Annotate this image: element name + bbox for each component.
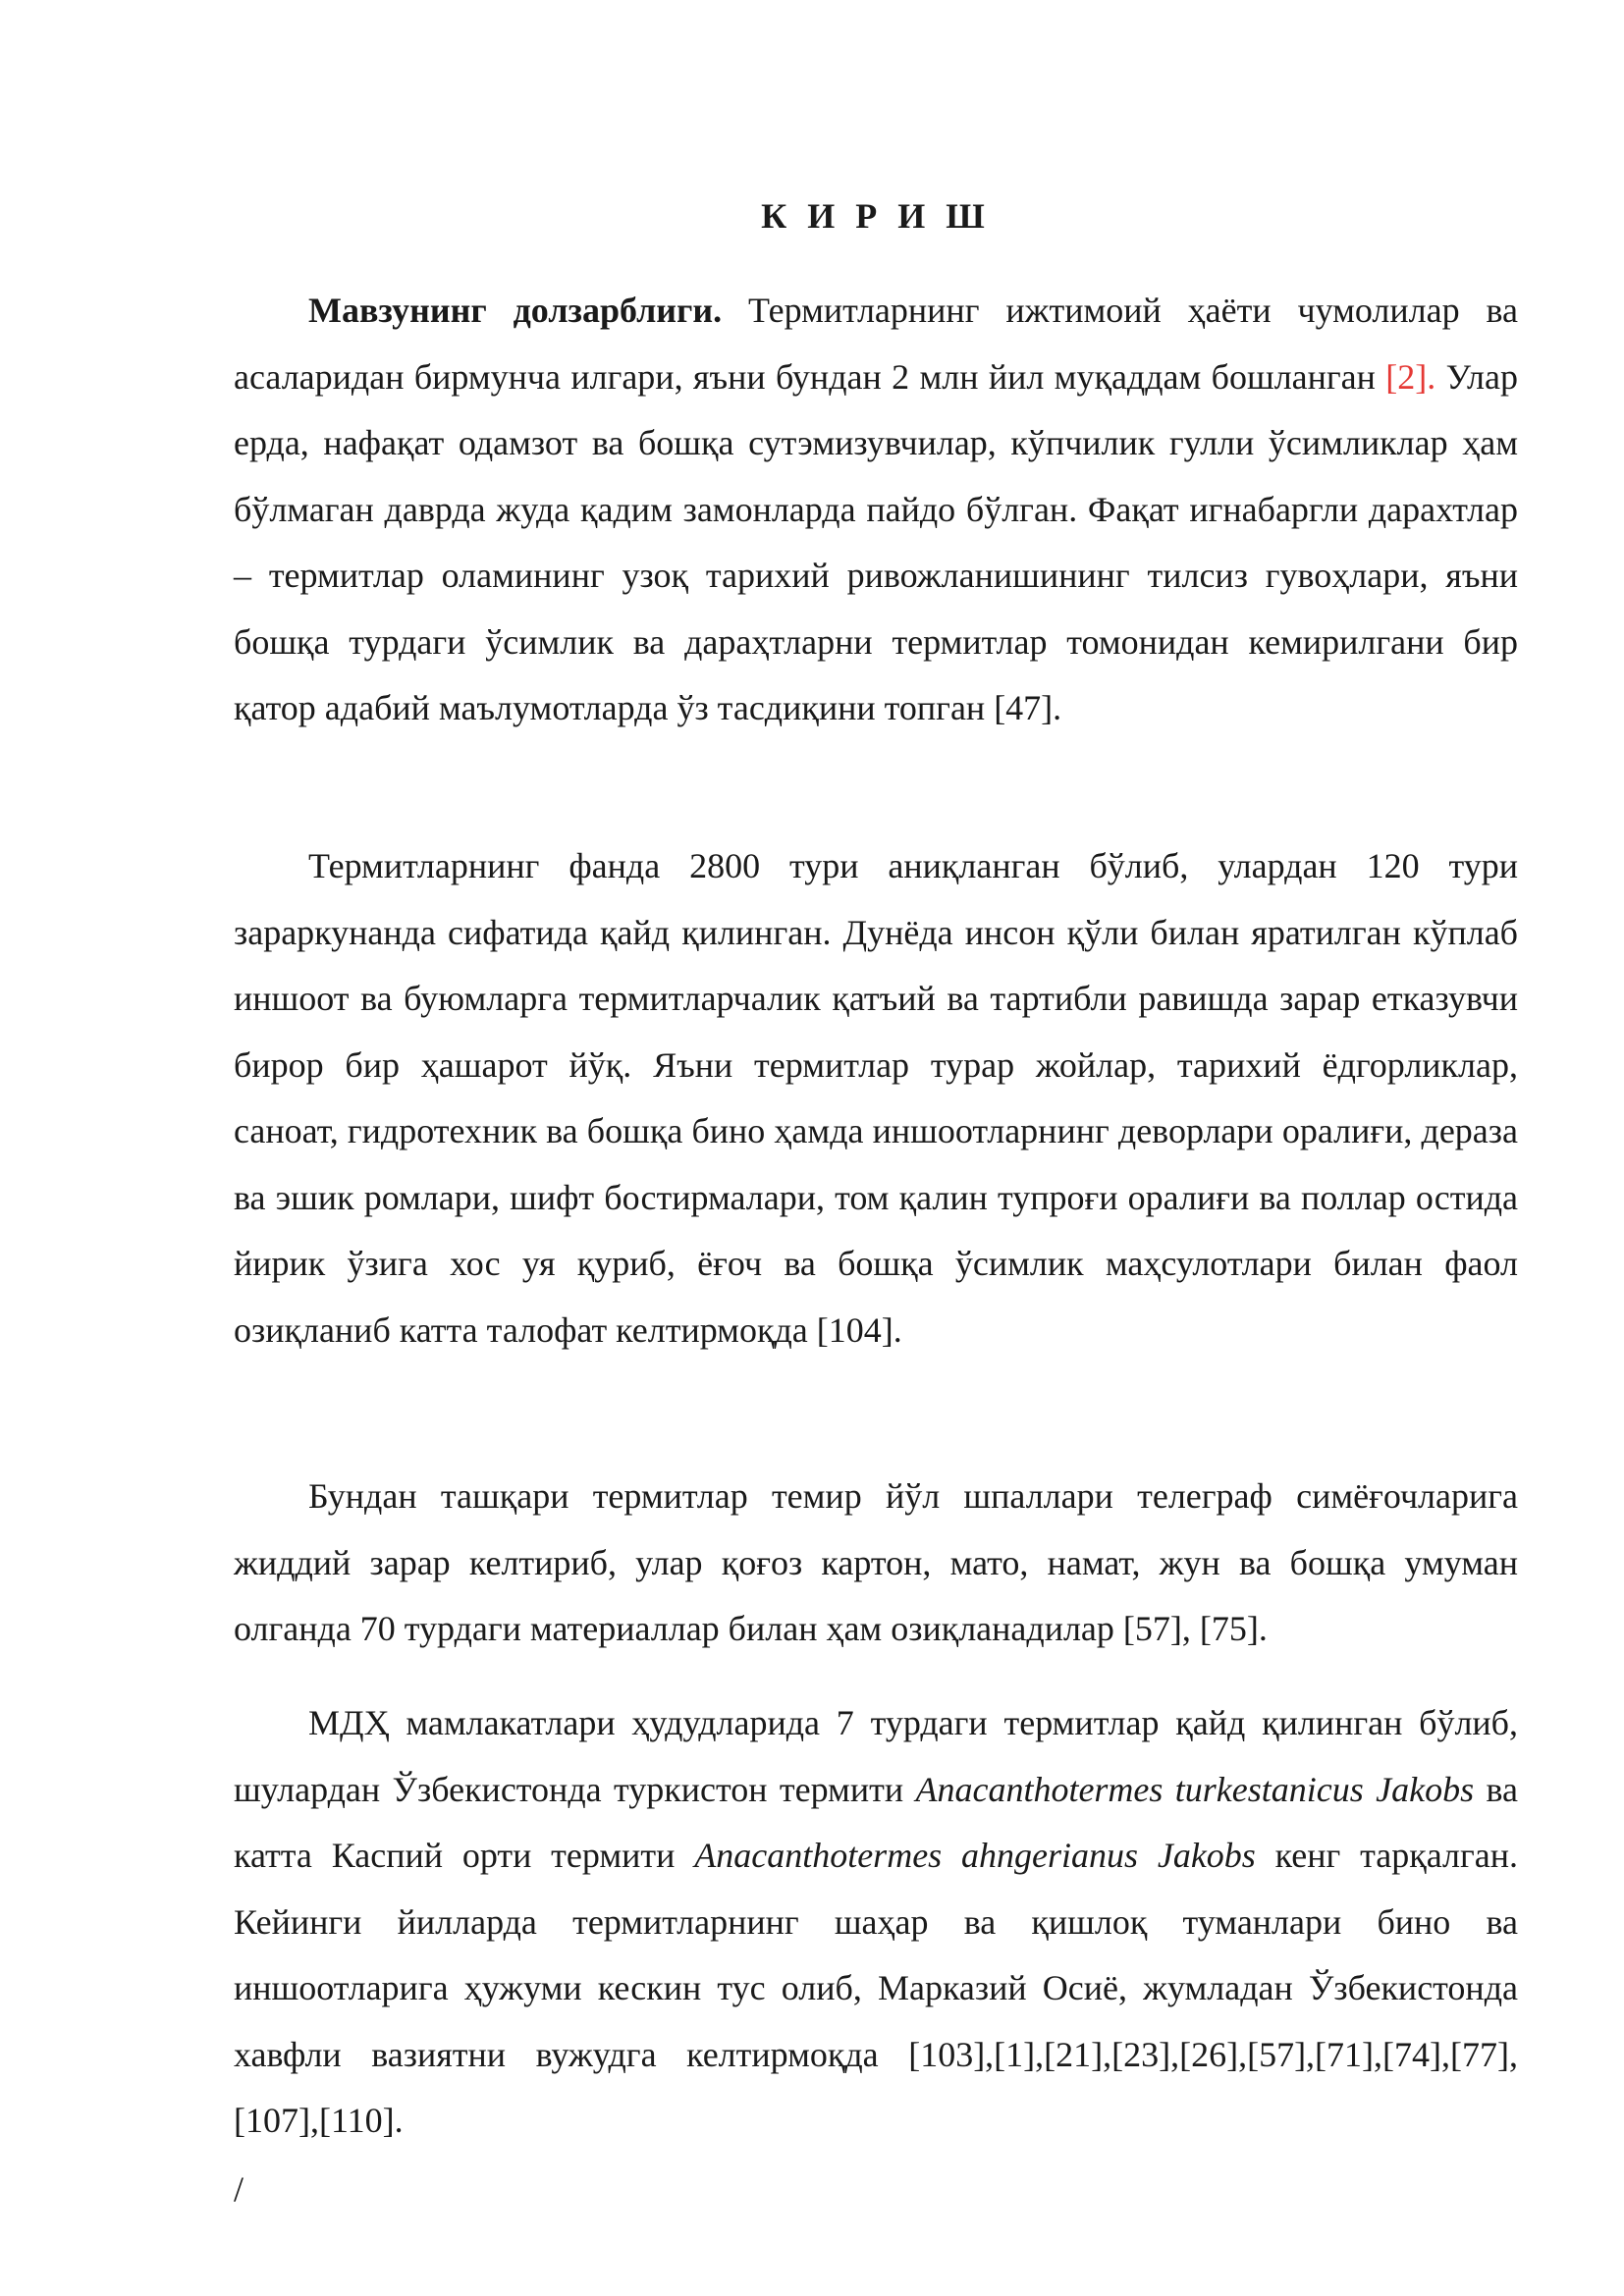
section-heading: К И Р И Ш xyxy=(761,196,991,236)
citation-reference: [2]. xyxy=(1385,356,1436,397)
species-name: Anacanthotermes turkestanicus Jakobs xyxy=(915,1769,1475,1809)
paragraph-distribution xyxy=(234,1690,1518,2155)
paragraph-text: ва катта Каспий орти термити xyxy=(234,1769,1518,1875)
paragraph-text: Улар ерда, нафақат одамзот ва бошқа сутэмизувчилар, кўпчилик гулли ўсимликлар ҳам бўлмаган даврда жуда қадим замонларда пайдо бўлган. Фақат игнабаргли дарахтлар – термитлар оламининг узоқ тарихий ривожланишининг тилсиз гувоҳлари, яъни бошқа турдаги ўсимлик ва дараҳтларни термитлар томонидан кемирилгани бир қатор адабий маълумотларда ўз тасдиқини топган [47]. xyxy=(234,356,1518,727)
paragraph-text: Термитларнинг ижтимоий ҳаёти чумолилар ва асаларидан бирмунча илгари, яъни бундан 2 млн йил муқаддам бошланган xyxy=(234,291,1518,397)
species-name: Anacanthotermes ahngerianus Jakobs xyxy=(694,1836,1256,1875)
paragraph-text: кенг тарқалган. Кейинги йилларда термитларнинг шаҳар ва қишлоқ туманлари бино ва иншоотларига ҳужуми кескин тус олиб, Марказий Осиё, жумладан Ўзбекистонда хавфли вазиятни вужудга келтирмоқда [103],[1],[21],[23],[26],[57],[71],[74],[77],[107],[110]. xyxy=(234,1836,1518,2140)
paragraph-relevance xyxy=(234,278,1518,742)
paragraph-text: МДҲ мамлакатлари ҳудудларида 7 турдаги термитлар қайд қилинган бўлиб, шулардан Ўзбекистонда туркистон термити xyxy=(234,1703,1518,1809)
paragraph-species-count: Термитларнинг фанда 2800 тури аниқланган бўлиб, улардан 120 тури зараркунанда сифатида қайд қилинган. Дунёда инсон қўли билан яратилган кўплаб иншоот ва буюмларга термитларчалик қатъий ва тартибли равишда зарар етказувчи бирор бир ҳашарот йўқ. Яъни термитлар турар жойлар, тарихий ёдгорликлар, саноат, гидротехник ва бошқа бино ҳамда иншоотларнинг деворлари оралиғи, дераза ва эшик ромлари, шифт бостирмалари, том қалин тупроғи оралиғи ва поллар остида йирик ўзига хос уя қуриб, ёғоч ва бошқа ўсимлик маҳсулотлари билан фаол озиқланиб катта талофат келтирмоқда [104]. xyxy=(234,846,1518,1350)
page-footer-mark: / xyxy=(234,2169,244,2209)
paragraph-damage: Бундан ташқари термитлар темир йўл шпаллари телеграф симёғочларига жиддий зарар келтириб, улар қоғоз картон, мато, намат, жун ва бошқа умуман олганда 70 турдаги материаллар билан ҳам озиқланадилар [57], [75]. xyxy=(234,1476,1518,1648)
paragraph-lead: Мавзунинг долзарблиги. xyxy=(308,291,723,330)
